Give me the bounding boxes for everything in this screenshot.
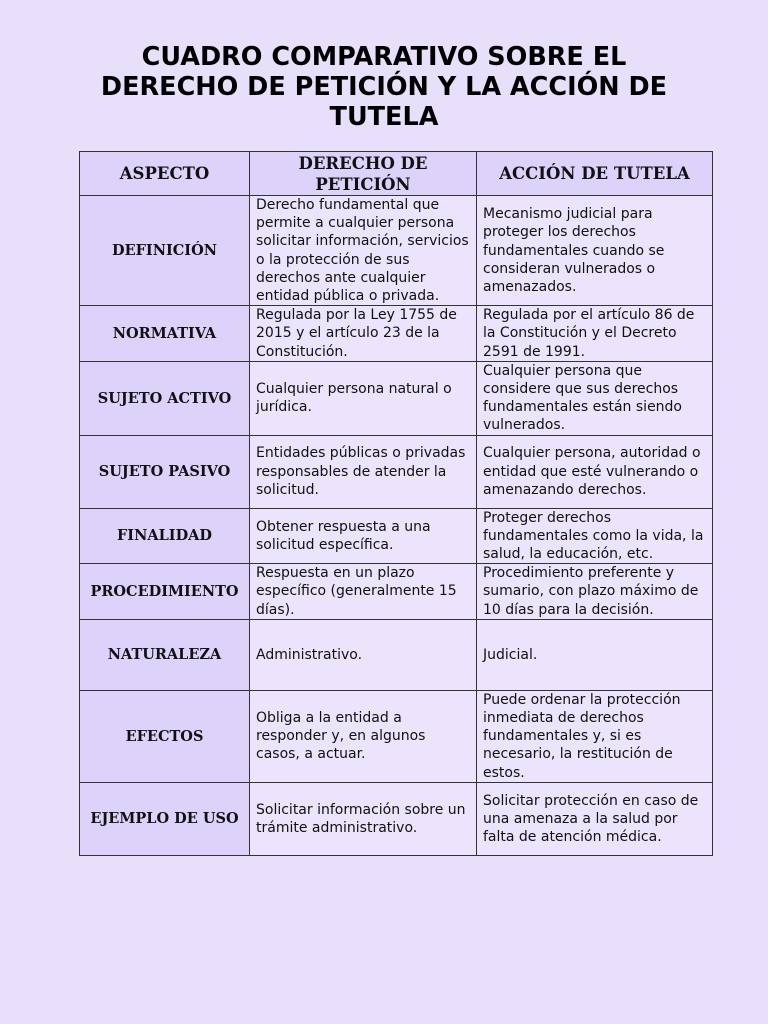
tutela-cell: Procedimiento preferente y sumario, con plazo máximo de 10 días para la decisión. [477,564,713,620]
peticion-cell: Obtener respuesta a una solicitud específica. [250,508,477,564]
peticion-cell: Administrativo. [250,619,477,690]
table-row [80,782,713,855]
peticion-cell: Cualquier persona natural o jurídica. [250,361,477,435]
header-derecho-de-peticion: DERECHO DE PETICIÓN [250,152,477,196]
page-title: CUADRO COMPARATIVO SOBRE EL DERECHO DE PETICIÓN Y LA ACCIÓN DE TUTELA [100,42,668,132]
table-row [80,690,713,782]
aspect-cell: SUJETO ACTIVO [80,361,250,435]
header-accion-de-tutela: ACCIÓN DE TUTELA [477,152,713,196]
comparison-table [79,151,713,856]
peticion-cell: Derecho fundamental que permite a cualquier persona solicitar información, servicios o la protección de sus derechos ante cualquier entidad pública o privada. [250,196,477,306]
tutela-cell: Proteger derechos fundamentales como la vida, la salud, la educación, etc. [477,508,713,564]
peticion-cell: Obliga a la entidad a responder y, en algunos casos, a actuar. [250,690,477,782]
aspect-cell: SUJETO PASIVO [80,435,250,508]
table-row [80,564,713,620]
tutela-cell: Puede ordenar la protección inmediata de derechos fundamentales y, si es necesario, la restitución de estos. [477,690,713,782]
table-row [80,619,713,690]
header-aspecto: ASPECTO [80,152,250,196]
table-row [80,196,713,306]
tutela-cell: Solicitar protección en caso de una amenaza a la salud por falta de atención médica. [477,782,713,855]
table-row [80,508,713,564]
peticion-cell: Solicitar información sobre un trámite administrativo. [250,782,477,855]
aspect-cell: EJEMPLO DE USO [80,782,250,855]
peticion-cell: Entidades públicas o privadas responsables de atender la solicitud. [250,435,477,508]
aspect-cell: DEFINICIÓN [80,196,250,306]
tutela-cell: Judicial. [477,619,713,690]
aspect-cell: FINALIDAD [80,508,250,564]
aspect-cell: EFECTOS [80,690,250,782]
peticion-cell: Respuesta en un plazo específico (generalmente 15 días). [250,564,477,620]
tutela-cell: Cualquier persona, autoridad o entidad que esté vulnerando o amenazando derechos. [477,435,713,508]
tutela-cell: Mecanismo judicial para proteger los derechos fundamentales cuando se consideran vulnerados o amenazados. [477,196,713,306]
tutela-cell: Regulada por el artículo 86 de la Constitución y el Decreto 2591 de 1991. [477,306,713,362]
table-row [80,435,713,508]
aspect-cell: PROCEDIMIENTO [80,564,250,620]
tutela-cell: Cualquier persona que considere que sus derechos fundamentales están siendo vulnerados. [477,361,713,435]
table-header-row [80,152,713,196]
table-row [80,361,713,435]
table-row [80,306,713,362]
peticion-cell: Regulada por la Ley 1755 de 2015 y el artículo 23 de la Constitución. [250,306,477,362]
aspect-cell: NORMATIVA [80,306,250,362]
aspect-cell: NATURALEZA [80,619,250,690]
